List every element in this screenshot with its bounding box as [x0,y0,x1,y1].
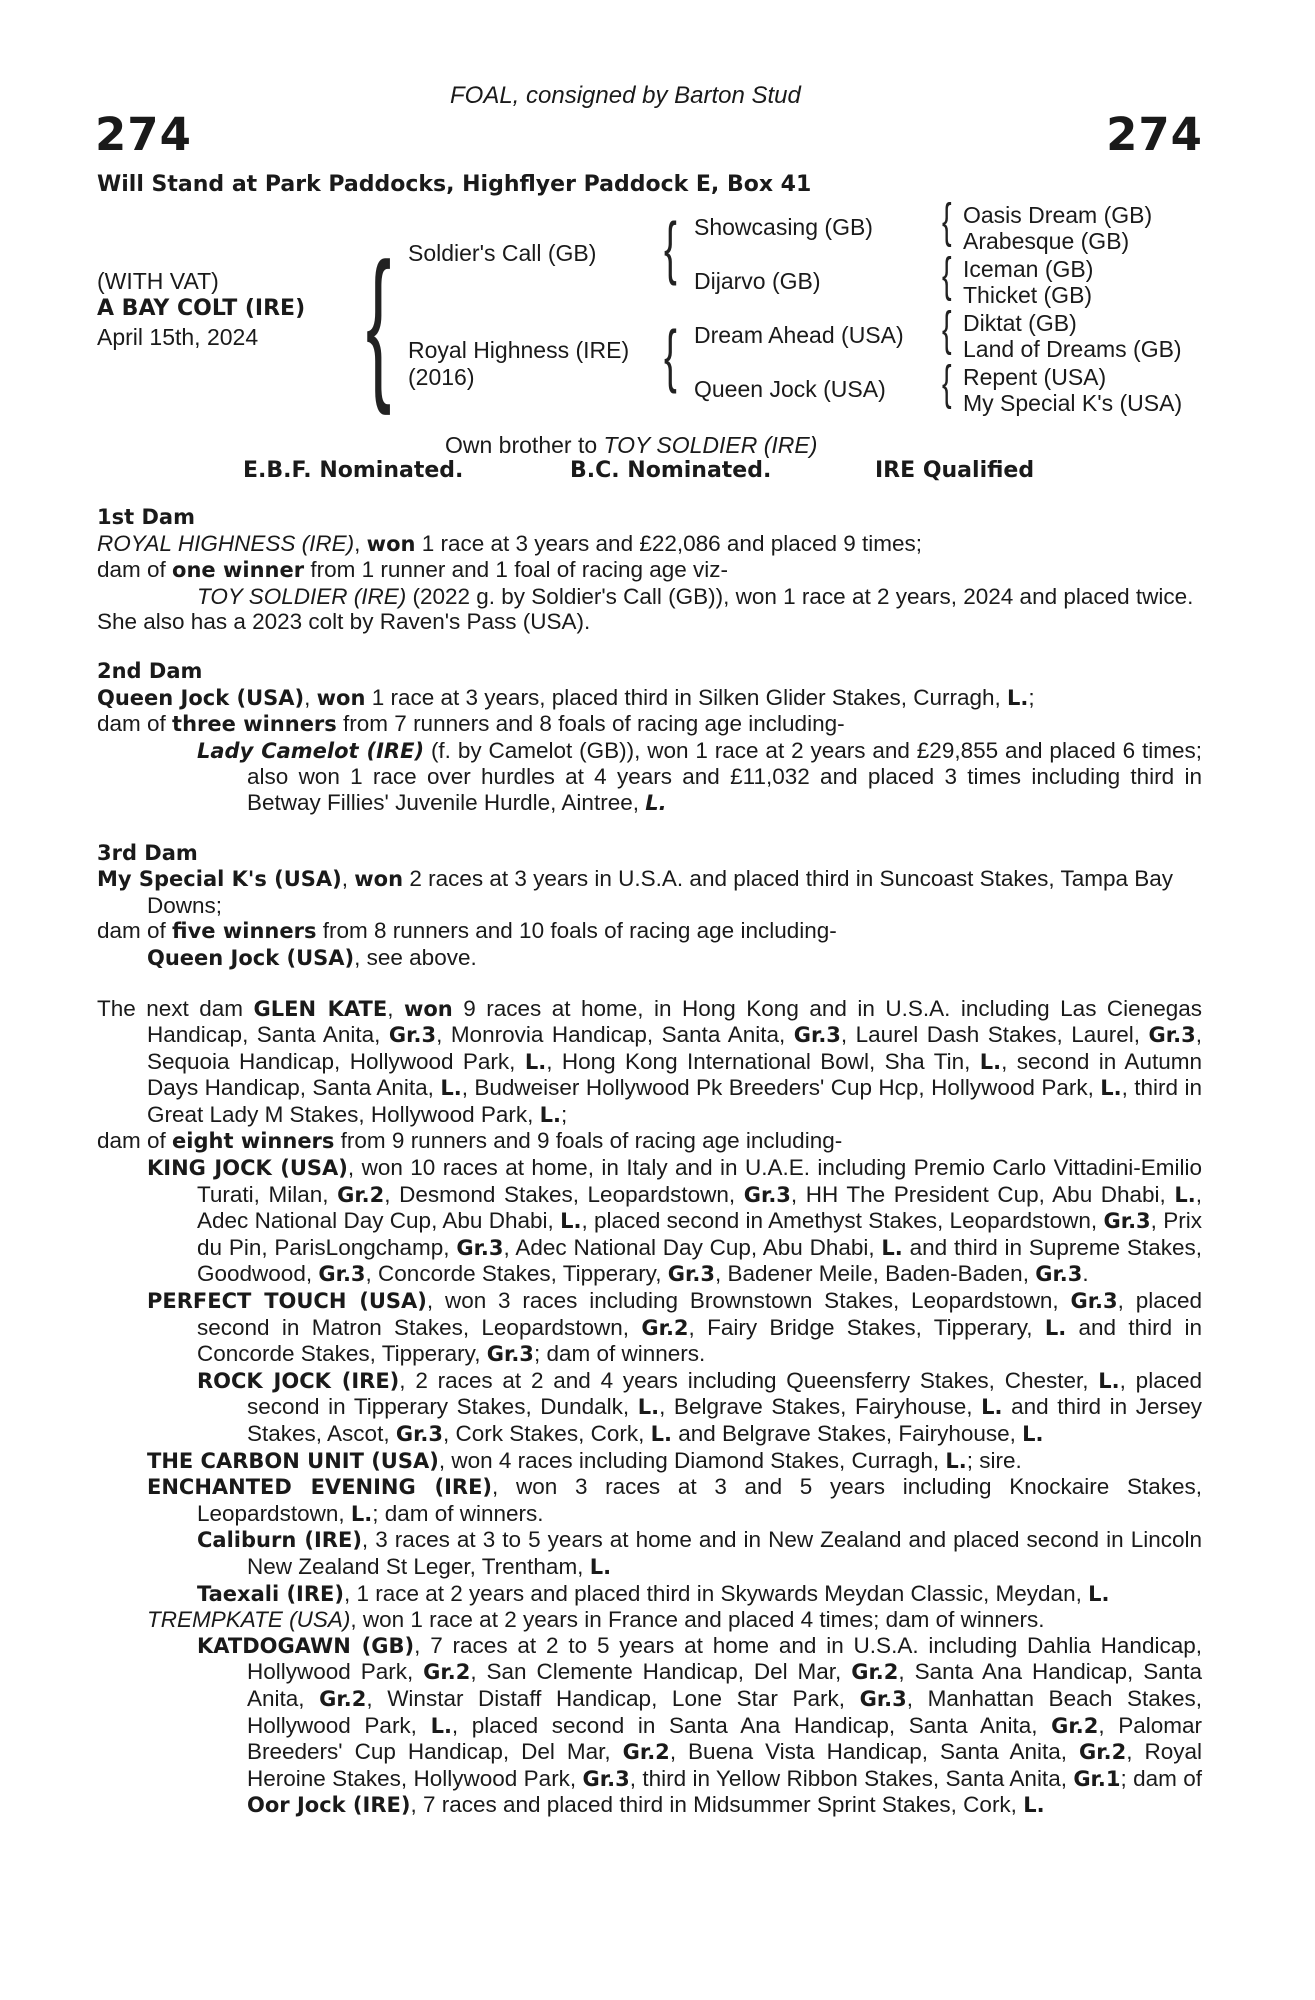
catalogue-body [97,505,1202,1819]
progeny-the-carbon-unit: THE CARBON UNIT (USA), won 4 races including Diamond Stakes, Curragh, L.; sire. [147,1447,1022,1473]
progeny-rock-jock: ROCK JOCK (IRE), 2 races at 2 and 4 years including Queensferry Stakes, Chester, L., placed second in Tipperary Stakes, Dundalk, L., Belgrave Stakes, Fairyhouse, L. and third in Jersey Stakes, Ascot, Gr.3, Cork Stakes, Cork, L. and Belgrave Stakes, Fairyhouse, L. [197,1367,1203,1446]
next-dam-record: The next dam GLEN KATE, won 9 races at home, in Hong Kong and in U.S.A. including Las Cienegas Handicap, Santa Anita, Gr.3, Monrovia Handicap, Santa Anita, Gr.3, Laurel Dash Stakes, Laurel, Gr.3, Sequoia Handicap, Hollywood Park, L., Hong Kong International Bowl, Sha Tin, L., second in Autumn Days Handicap, Santa Anita, L., Budweiser Hollywood Pk Breeders' Cup Hcp, Hollywood Park, L., third in Great Lady M Stakes, Hollywood Park, L.; [97,995,1202,1127]
third-dam-produce-summary: dam of five winners from 8 runners and 10 foals of racing age including- [97,918,837,944]
first-dam-heading: 1st Dam [97,505,195,529]
sire-name: Soldier's Call (GB) [408,240,597,266]
own-brother-note: Own brother to TOY SOLDIER (IRE) [445,432,818,458]
dam-name: Royal Highness (IRE) [408,337,630,363]
progeny-taexali: Taexali (IRE), 1 race at 2 years and placed third in Skywards Meydan Classic, Meydan, L. [197,1580,1110,1606]
third-dam-progeny: Queen Jock (USA), see above. [147,944,477,970]
brace-ds: { [942,303,952,356]
ebf-nomination: E.B.F. Nominated. [243,458,464,483]
second-dam-heading: 2nd Dam [97,658,203,683]
brace-sd: { [942,249,952,302]
progeny-trempkate: TREMPKATE (USA), won 1 race at 2 years in France and placed 4 times; dam of winners. [147,1607,1045,1633]
sire-sire: Showcasing (GB) [694,214,873,240]
dam-sire-dam: Land of Dreams (GB) [963,336,1182,362]
first-dam-progeny: TOY SOLDIER (IRE) (2022 g. by Soldier's Call (GB)), won 1 race at 2 years, 2024 and placed twice. [197,583,1194,609]
dam-dam-dam: My Special K's (USA) [963,390,1183,416]
first-dam-produce-summary: dam of one winner from 1 runner and 1 foal of racing age viz- [97,557,729,583]
brace-sire: { [664,208,677,286]
second-dam-produce-summary: dam of three winners from 7 runners and 8 foals of racing age including- [97,711,845,737]
progeny-king-jock: KING JOCK (USA), won 10 races at home, in Italy and in U.A.E. including Premio Carlo Vittadini-Emilio Turati, Milan, Gr.2, Desmond Stakes, Leopardstown, Gr.3, HH The President Cup, Abu Dhabi, L., Adec National Day Cup, Abu Dhabi, L., placed second in Amethyst Stakes, Leopardstown, Gr.3, Prix du Pin, ParisLongchamp, Gr.3, Adec National Day Cup, Abu Dhabi, L. and third in Supreme Stakes, Goodwood, Gr.3, Concorde Stakes, Tipperary, Gr.3, Badener Meile, Baden-Baden, Gr.3. [147,1155,1202,1287]
second-dam-record: Queen Jock (USA), won 1 race at 3 years, placed third in Silken Glider Stakes, Curragh, L.; [97,684,1035,710]
dam-dam: Queen Jock (USA) [694,376,886,402]
progeny-perfect-touch: PERFECT TOUCH (USA), won 3 races including Brownstown Stakes, Leopardstown, Gr.3, placed second in Matron Stakes, Leopardstown, Gr.2, Fairy Bridge Stakes, Tipperary, L. and third in Concorde Stakes, Tipperary, Gr.3; dam of winners. [147,1288,1203,1367]
sire-dam: Dijarvo (GB) [694,268,821,294]
dam-sire-sire: Diktat (GB) [963,310,1077,336]
horse-name: A BAY COLT (IRE) [97,296,306,321]
brace-main: { [366,228,392,416]
progeny-katdogawn: KATDOGAWN (GB), 7 races at 2 to 5 years at home and in U.S.A. including Dahlia Handicap, Hollywood Park, Gr.2, San Clemente Handicap, Del Mar, Gr.2, Santa Ana Handicap, Santa Anita, Gr.2, Winstar Distaff Handicap, Lone Star Park, Gr.3, Manhattan Beach Stakes, Hollywood Park, L., placed second in Santa Ana Handicap, Santa Anita, Gr.2, Palomar Breeders' Cup Handicap, Del Mar, Gr.2, Buena Vista Handicap, Santa Anita, Gr.2, Royal Heroine Stakes, Hollywood Park, Gr.3, third in Yellow Ribbon Stakes, Santa Anita, Gr.1; dam of Oor Jock (IRE), 7 races and placed third in Midsummer Sprint Stakes, Cork, L. [197,1632,1202,1818]
progeny-caliburn: Caliburn (IRE), 3 races at 3 to 5 years at home and in New Zealand and placed second in Lincoln New Zealand St Leger, Trentham, L. [197,1527,1203,1579]
vat-note: (WITH VAT) [97,268,219,294]
dam-sire: Dream Ahead (USA) [694,322,904,348]
lot-number-left: 274 [95,108,192,161]
sire-dam-sire: Iceman (GB) [963,256,1094,282]
sire-dam-dam: Thicket (GB) [963,282,1093,308]
dam-dam-sire: Repent (USA) [963,364,1107,390]
first-dam-also: She also has a 2023 colt by Raven's Pass (USA). [97,609,591,635]
brace-dam: { [664,316,677,394]
foaling-date: April 15th, 2024 [97,324,259,350]
dam-year: (2016) [408,364,475,390]
brace-dd: { [942,357,952,410]
sire-sire-sire: Oasis Dream (GB) [963,202,1153,228]
stand-location: Will Stand at Park Paddocks, Highflyer Paddock E, Box 41 [97,172,812,197]
second-dam-progeny: Lady Camelot (IRE) (f. by Camelot (GB)), won 1 race at 2 years and £29,855 and placed 6 times; also won 1 race over hurdles at 4 years and £11,032 and placed 3 times including third in Betway Fillies' Juvenile Hurdle, Aintree, L. [197,737,1203,815]
next-dam-produce-summary: dam of eight winners from 9 runners and 9 foals of racing age including- [97,1128,843,1154]
lot-number-right: 274 [1106,108,1203,161]
third-dam-heading: 3rd Dam [97,840,198,865]
brace-ss: { [942,195,952,248]
bc-nomination: B.C. Nominated. [570,458,772,483]
first-dam-record: ROYAL HIGHNESS (IRE), won 1 race at 3 years and £22,086 and placed 9 times; [97,530,923,556]
third-dam-record: My Special K's (USA), won 2 races at 3 years in U.S.A. and placed third in Suncoast Stakes, Tampa Bay Downs; [97,866,1174,918]
consignment-line: FOAL, consigned by Barton Stud [450,82,801,109]
sire-sire-dam: Arabesque (GB) [963,228,1130,254]
ire-qualified: IRE Qualified [875,458,1035,483]
progeny-enchanted-evening: ENCHANTED EVENING (IRE), won 3 races at 3 and 5 years including Knockaire Stakes, Leopardstown, L.; dam of winners. [147,1474,1203,1526]
